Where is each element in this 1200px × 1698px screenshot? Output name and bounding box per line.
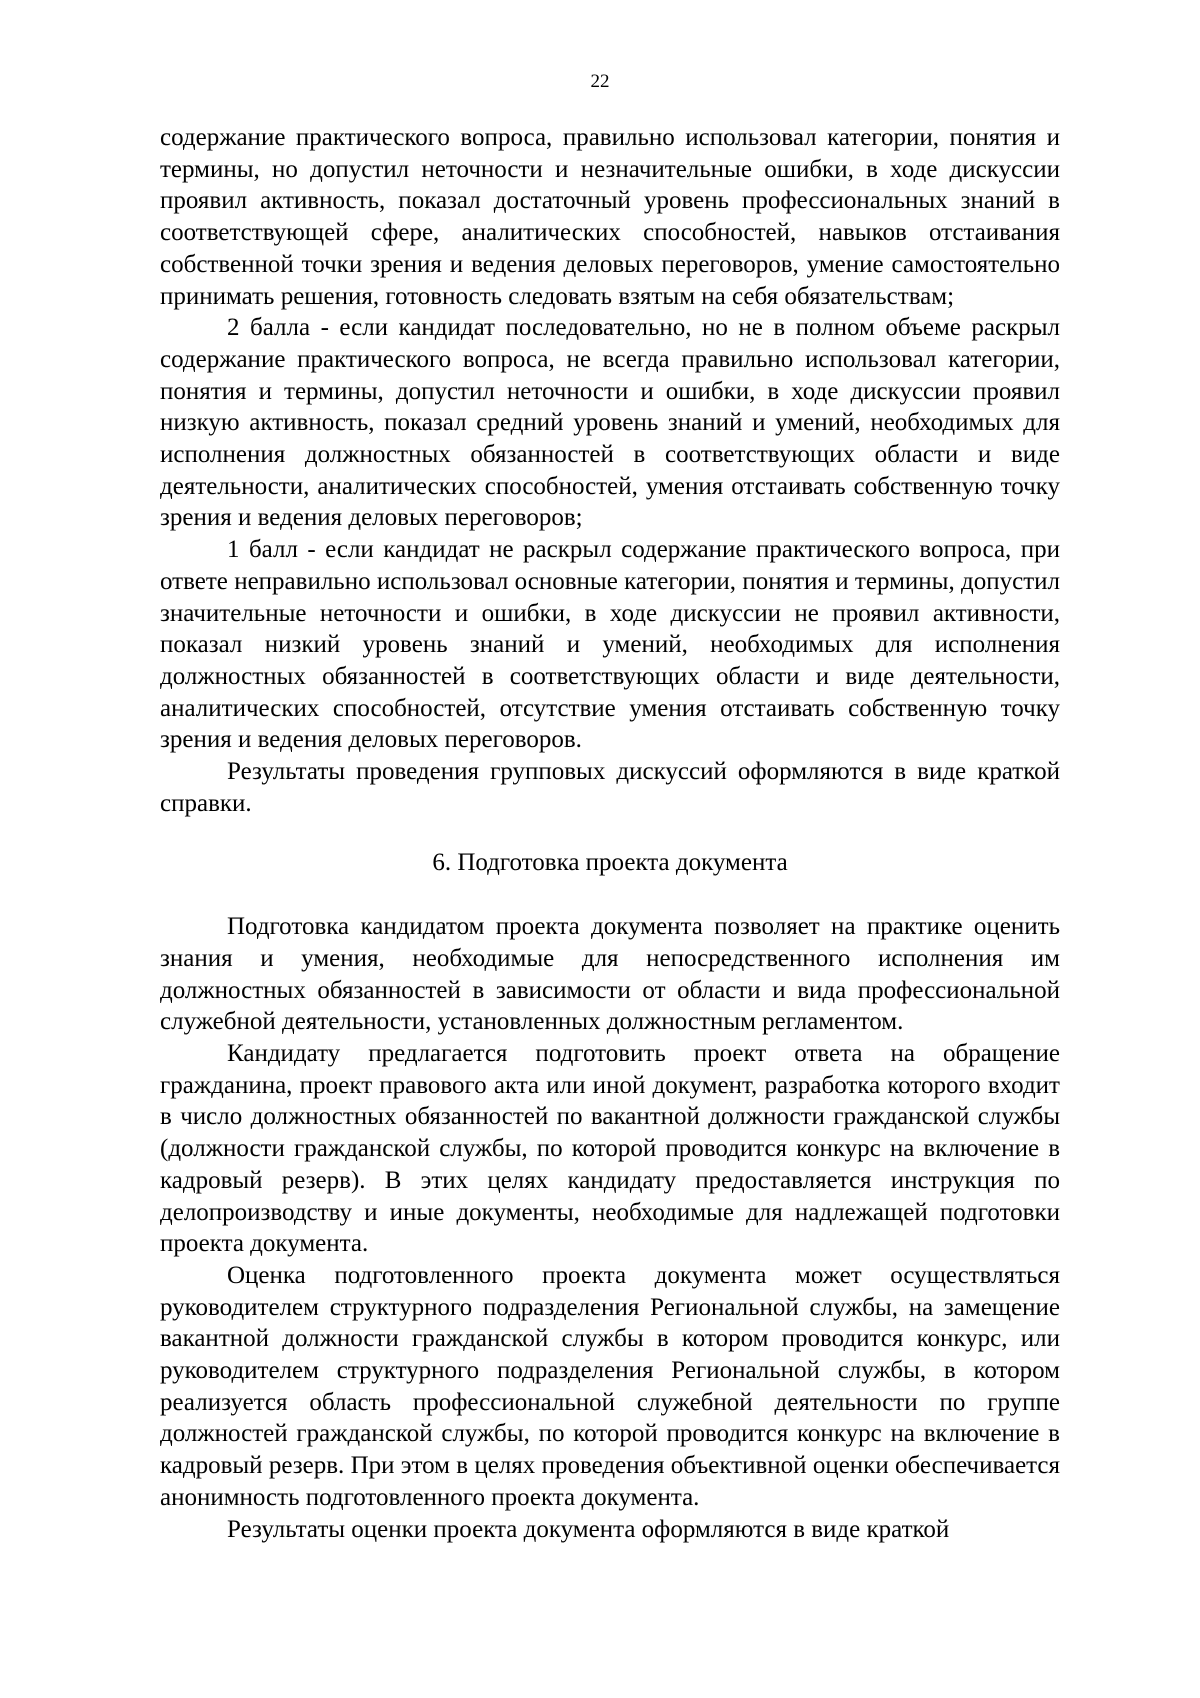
paragraph-evaluation-results: Результаты оценки проекта документа оформляются в виде краткой [227, 1515, 950, 1543]
paragraph-continuation: содержание практического вопроса, правильно использовал категории, понятия и термины, но допустил неточности и незначительные ошибки, в ходе дискуссии проявил активность, показал достаточный уровень профессиональных знаний в соответствующей сфере, аналитических способностей, навыков отстаивания собственной точки зрения и ведения деловых переговоров, умение самостоятельно принимать решения, готовность следовать взятым на себя обязательствам; [160, 124, 1060, 310]
paragraph-2-points: 2 балла - если кандидат последовательно, но не в полном объеме раскрыл содержание практического вопроса, не всегда правильно использовал категории, понятия и термины, допустил неточности и ошибки, в ходе дискуссии проявил низкую активность, показал средний уровень знаний и умений, необходимых для исполнения должностных обязанностей в соответствующих области и виде деятельности, аналитических способностей, умения отстаивать собственную точку зрения и ведения деловых переговоров; [160, 314, 1060, 532]
section-heading: 6. Подготовка проекта документа [432, 849, 788, 877]
page-number: 22 [590, 71, 610, 92]
paragraph-1-point: 1 балл - если кандидат не раскрыл содержание практического вопроса, при ответе неправильно использовал основные категории, понятия и термины, допустил значительные неточности и ошибки, в ходе дискуссии не проявил активности, показал низкий уровень знаний и умений, необходимых для исполнения должностных обязанностей в соответствующих области и виде деятельности, аналитических способностей, отсутствие умения отстаивать собственную точку зрения и ведения деловых переговоров. [160, 536, 1060, 754]
paragraph-discussion-results: Результаты проведения групповых дискуссий оформляются в виде краткой справки. [160, 758, 1060, 817]
paragraph-candidate-task: Кандидату предлагается подготовить проект ответа на обращение гражданина, проект правового акта или иной документ, разработка которого входит в число должностных обязанностей по вакантной должности гражданской службы (должности гражданской службы, по которой проводится конкурс на включение в кадровый резерв). В этих целях кандидату предоставляется инструкция по делопроизводству и иные документы, необходимые для надлежащей подготовки проекта документа. [160, 1039, 1060, 1258]
paragraph-evaluation: Оценка подготовленного проекта документа может осуществляться руководителем структурного подразделения Региональной службы, на замещение вакантной должности гражданской службы в котором проводится конкурс, или руководителем структурного подразделения Региональной службы, в котором реализуется область профессиональной служебной деятельности по группе должностей гражданской службы, по которой проводится конкурс на включение в кадровый резерв. При этом в целях проведения объективной оценки обеспечивается анонимность подготовленного проекта документа. [160, 1261, 1060, 1511]
document-body [160, 122, 1060, 1545]
paragraph-document-preparation: Подготовка кандидатом проекта документа позволяет на практике оценить знания и умения, необходимые для непосредственного исполнения им должностных обязанностей в зависимости от области и вида профессиональной служебной деятельности, установленных должностным регламентом. [160, 913, 1060, 1036]
